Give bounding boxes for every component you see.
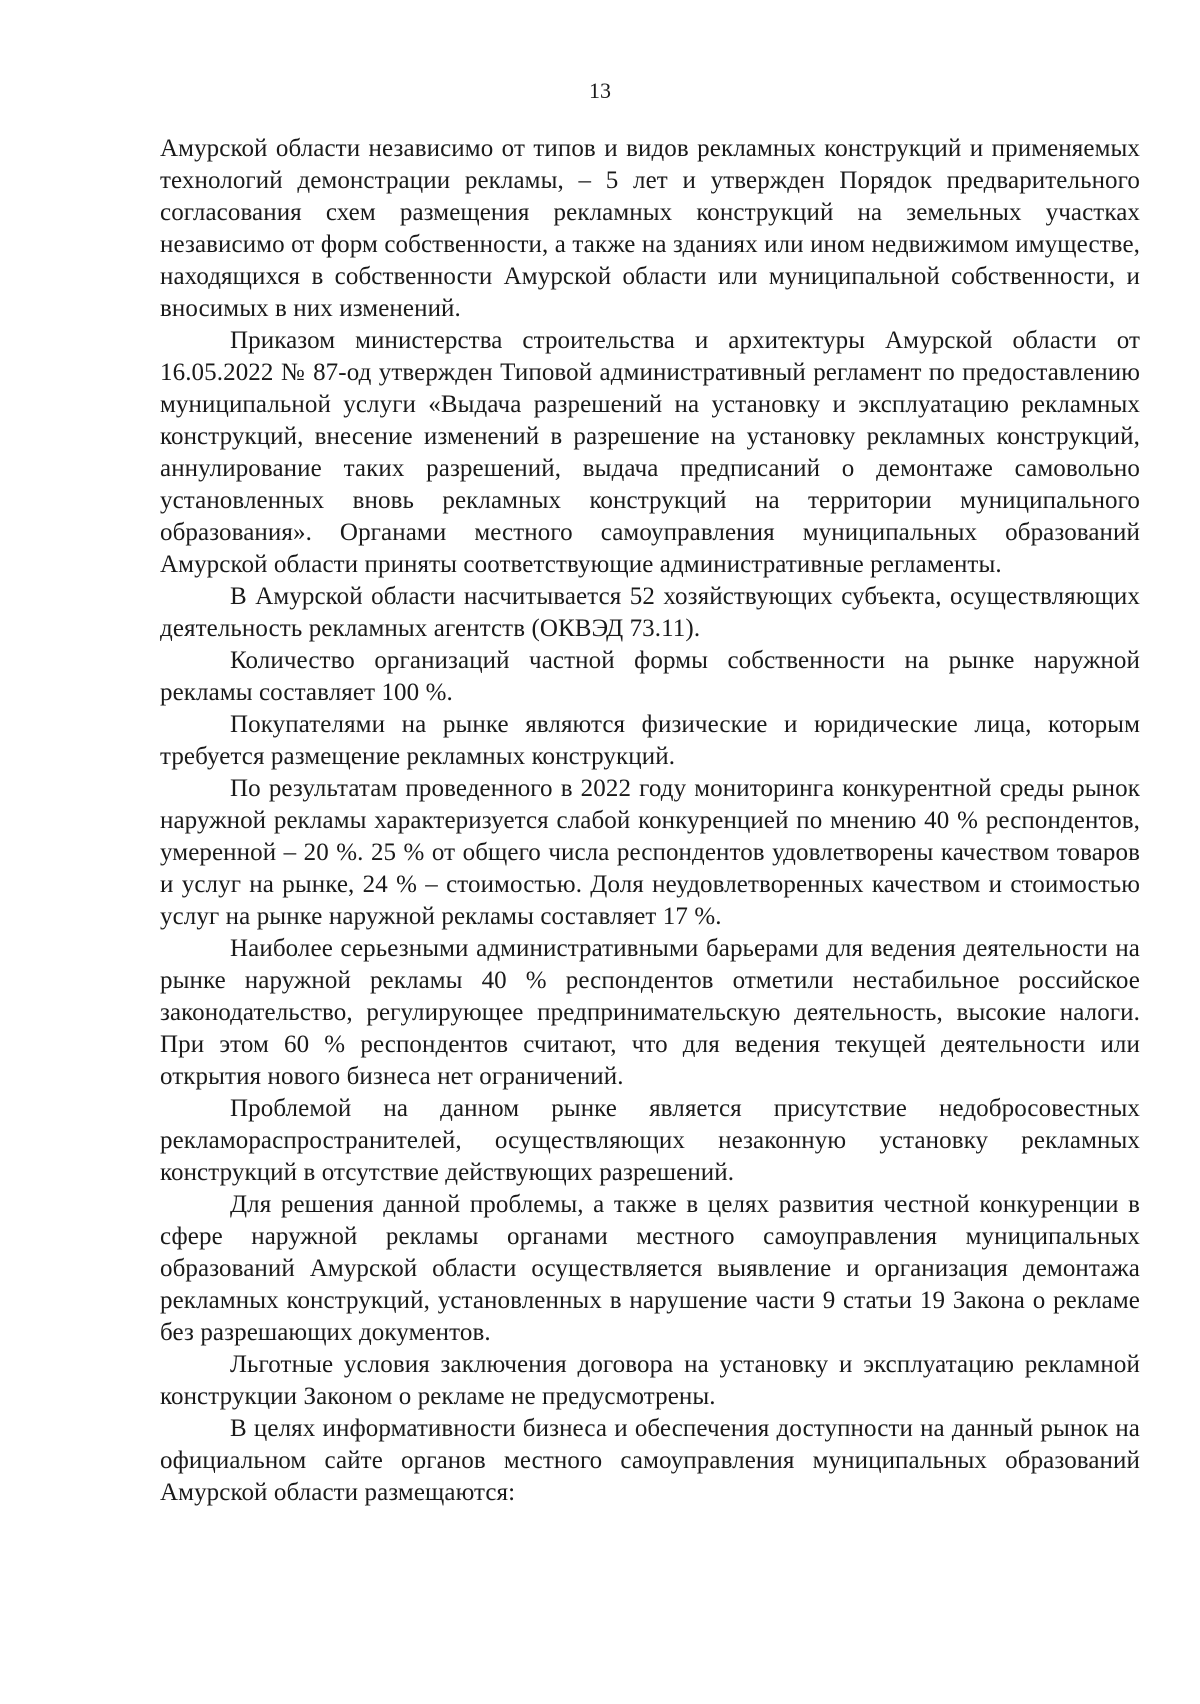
paragraph-monitoring-results: По результатам проведенного в 2022 году мониторинга конкурентной среды рынок наружной рекламы характеризуется слабой конкуренцией по мнению 40 % респондентов, умеренной – 20 %. 25 % от общего числа респондентов удовлетворены качеством товаров и услуг на рынке, 24 % – стоимостью. Доля неудовлетворенных качеством и стоимостью услуг на рынке наружной рекламы составляет 17 %. xyxy=(160,775,1140,930)
paragraph-solution: Для решения данной проблемы, а также в целях развития честной конкуренции в сфере наружной рекламы органами местного самоуправления муниципальных образований Амурской области осуществляется выявление и организация демонтажа рекламных конструкций, установленных в нарушение части 9 статьи 19 Закона о рекламе без разрешающих документов. xyxy=(160,1191,1140,1346)
paragraph-continuation: Амурской области независимо от типов и видов рекламных конструкций и применяемых технологий демонстрации рекламы, – 5 лет и утвержден Порядок предварительного согласования схем размещения рекламных конструкций на земельных участках независимо от форм собственности, а также на зданиях или ином недвижимом имуществе, находящихся в собственности Амурской области или муниципальной собственности, и вносимых в них изменений. xyxy=(160,135,1140,322)
paragraph-ministry-order: Приказом министерства строительства и архитектуры Амурской области от 16.05.2022 № 87-од утвержден Типовой административный регламент по предоставлению муниципальной услуги «Выдача разрешений на установку и эксплуатацию рекламных конструкций, внесение изменений в разрешение на установку рекламных конструкций, аннулирование таких разрешений, выдача предписаний о демонтаже самовольно установленных вновь рекламных конструкций на территории муниципального образования». Органами местного самоуправления муниципальных образований Амурской области приняты соответствующие административные регламенты. xyxy=(160,327,1140,578)
paragraph-buyers: Покупателями на рынке являются физические и юридические лица, которым требуется размещение рекламных конструкций. xyxy=(160,711,1140,770)
paragraph-administrative-barriers: Наиболее серьезными административными барьерами для ведения деятельности на рынке наружной рекламы 40 % респондентов отметили нестабильное российское законодательство, регулирующее предпринимательскую деятельность, высокие налоги. При этом 60 % респондентов считают, что для ведения текущей деятельности или открытия нового бизнеса нет ограничений. xyxy=(160,935,1140,1090)
paragraph-preferential-terms: Льготные условия заключения договора на установку и эксплуатацию рекламной конструкции Законом о рекламе не предусмотрены. xyxy=(160,1351,1140,1410)
paragraph-private-ownership: Количество организаций частной формы собственности на рынке наружной рекламы составляет 100 %. xyxy=(160,647,1140,706)
page-number: 13 xyxy=(589,78,611,103)
paragraph-problem: Проблемой на данном рынке является присутствие недобросовестных рекламораспространителей, осуществляющих незаконную установку рекламных конструкций в отсутствие действующих разрешений. xyxy=(160,1095,1140,1186)
paragraph-informativeness: В целях информативности бизнеса и обеспечения доступности на данный рынок на официальном сайте органов местного самоуправления муниципальных образований Амурской области размещаются: xyxy=(160,1415,1140,1506)
document-body xyxy=(160,133,1140,1509)
paragraph-business-entities: В Амурской области насчитывается 52 хозяйствующих субъекта, осуществляющих деятельность рекламных агентств (ОКВЭД 73.11). xyxy=(160,583,1140,642)
